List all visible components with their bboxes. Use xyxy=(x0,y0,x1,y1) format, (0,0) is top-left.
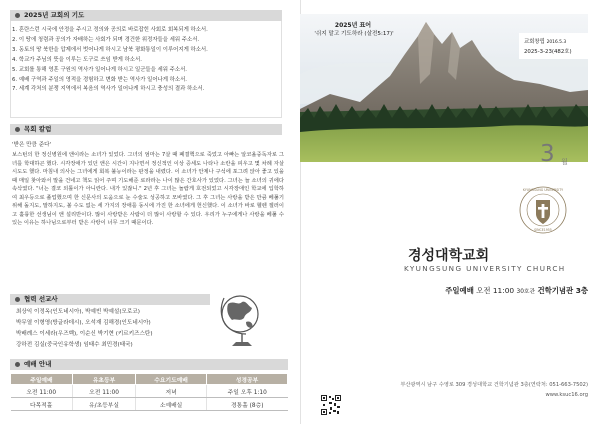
founded-line xyxy=(524,37,566,45)
table-cell: 경통홀 (8층) xyxy=(206,398,287,411)
missionary-line: 박배례스 이세라(우즈벡), 이순신 박기현 (키르키즈스탄) xyxy=(16,331,153,337)
column-heading-text: 목회 칼럼 xyxy=(24,125,52,133)
month-number: 3 xyxy=(540,141,555,167)
table-header-cell: 유초등부 xyxy=(72,374,135,385)
table-cell: 유/초등부실 xyxy=(72,398,135,411)
table-header-row xyxy=(11,374,288,385)
address: 부산광역시 남구 수영로 309 경성대학교 건학기념관 3층(연락처: 051-663-7502) xyxy=(400,382,588,388)
table-cell: 오전 11:00 xyxy=(72,385,135,398)
missionary-line: 최상익 이정옥(인도네시아), 박예빈 박예설(모로코) xyxy=(16,309,140,315)
prayer-list xyxy=(12,26,280,95)
missionary-line: 박무열 이형영(방글라데시), 오석재 김해경(인도네시아) xyxy=(16,320,151,326)
prayer-item: 6. 예배 구역과 주일의 영적을 경험하고 변화 받는 역사가 일어나게 하소서. xyxy=(12,76,188,83)
worship-table xyxy=(10,373,288,411)
prayer-item: 7. 세계 각처의 분쟁 지역에서 복음의 역사가 일어나게 하시고 충성의 결과 하소서. xyxy=(12,86,205,93)
table-header-cell: 수요기도예배 xyxy=(136,374,207,385)
bullet-icon xyxy=(15,297,20,302)
motto-year: 2025년 표어 xyxy=(334,22,372,29)
website-link[interactable]: www.ksuc16.org xyxy=(545,392,588,398)
service-place: 건학기념관 3층 xyxy=(537,286,588,295)
prayer-heading-text: 2025년 교회의 기도 xyxy=(24,11,85,19)
missionary-line: 강하전 김실(중국인유학생) 임태수 최민경(태국) xyxy=(16,342,133,348)
table-cell: 주일 오후 1:10 xyxy=(206,385,287,398)
emblem-ring-text: KYUNGSUNG UNIVERSITY xyxy=(522,188,564,192)
table-row xyxy=(11,385,288,398)
column-body: 보스턴의 한 정신병원에 앤이라는 소녀가 있었다. 그녀의 엄마는 7살 때 폐결핵으로 죽었고 아빠는 알코올중독자로 그녀를 학대하곤 했다. 시각장애가 있던 앤은 시간이 지나면서 정신적인 이상 증세도 나타나 소란을 피우고 몇 차례 자살 시도도 했다. 마침내 의사는 그녀에게 회복 불능이라는 판정을 내렸다. 이 소녀가 안제나 구석에 포그려 앉아 좋고 있을 때 매일 찾아와서 말을 건네고 책도 읽어 주며 기도해준 로라라는 나이 많은 간호사가 있었다. 그녀는 늘 소녀의 귀에다 속삭였다. "너는 결코 외톨이가 아니란다. 내가 있잖니." 2년 후 그녀는 놀랍게 호전되었고 시각장애인 학교에 입학하여 최우등으로 졸업했으며 한 신문사의 도움으로 눈 수술도 성공하고 모바였다. 그 후 그녀는 사랑을 받은 만큼 베풀기 위해 돌지도, 말하지도, 볼 수도 없는 세 가지의 장애를 동시에 가진 한 소녀에게 헌신했다. 이 소녀가 바로 헬렌 켈러이고 훌륭한 선생님이 앤 설리반이다. 많이 사랑받은 사람이 더 많이 사랑할 수 있다. 우리가 누구에게나 사랑을 베풀 수 있는 이유는 하나님으로부터 받은 사랑이 너무 크기 때문이다. xyxy=(12,152,284,227)
missionary-list xyxy=(16,307,153,351)
table-header-cell: 성경공부 xyxy=(206,374,287,385)
table-row xyxy=(11,398,288,411)
table-cell: 오전 11:00 xyxy=(11,385,73,398)
founded-label: 교회창립 xyxy=(524,39,545,45)
worship-heading-text: 예배 안내 xyxy=(24,360,52,368)
service-time: 오전 11:00 xyxy=(476,286,515,295)
founded-date: 2016.5.3 xyxy=(546,40,567,45)
bullet-icon xyxy=(15,127,20,132)
issue-date: 2025-3-23(482호) xyxy=(524,49,572,55)
prayer-item: 1. 혼란스런 시국에 안정을 주시고 정의와 공의로 바로잡힌 사회로 회복되게 하소서. xyxy=(12,27,208,33)
prayer-item: 2. 이 땅에 청렴과 공의가 자배하는 사회가 되며 경건한 위정자들을 세워 주소서. xyxy=(12,36,200,43)
church-name: 경성대학교회 xyxy=(408,248,490,264)
worship-heading xyxy=(10,359,288,370)
service-info xyxy=(300,285,588,296)
column-heading xyxy=(10,124,282,135)
prayer-item: 3. 동토의 땅 북한을 압제에서 벗어나게 하시고 남북 평화통일이 이루어지게 하소서. xyxy=(12,46,208,53)
university-emblem-icon xyxy=(519,176,567,244)
table-cell: 저녁 xyxy=(136,385,207,398)
service-label: 주일예배 xyxy=(445,286,474,295)
missionary-heading-text: 협력 선교사 xyxy=(24,295,58,303)
service-room: 30호관 xyxy=(516,289,536,295)
bullet-icon xyxy=(15,362,20,367)
column-title: '받은 만큼 준다' xyxy=(12,142,52,148)
motto: '쉬지 말고 기도하라 (살전5:17)' xyxy=(314,31,394,37)
church-name-en: KYUNGSUNG UNIVERSITY CHURCH xyxy=(404,264,566,273)
month-unit: 월 xyxy=(561,158,568,166)
bullet-icon xyxy=(15,13,20,18)
emblem-since-text: SINCE1955 xyxy=(534,228,552,232)
missionary-heading xyxy=(10,294,210,305)
prayer-item: 5. 교회를 통해 영혼 구원의 역사가 일어나게 하시고 일군들을 세워 주소서. xyxy=(12,66,188,73)
table-cell: 다목적홀 xyxy=(11,398,73,411)
prayer-item: 4. 학교가 주님의 뜻을 이루는 도구로 쓰임 받게 하소서. xyxy=(12,56,142,63)
globe-icon xyxy=(218,288,266,350)
prayer-heading xyxy=(10,10,282,21)
table-header-cell: 주일예배 xyxy=(11,374,73,385)
table-cell: 소예배실 xyxy=(136,398,207,411)
